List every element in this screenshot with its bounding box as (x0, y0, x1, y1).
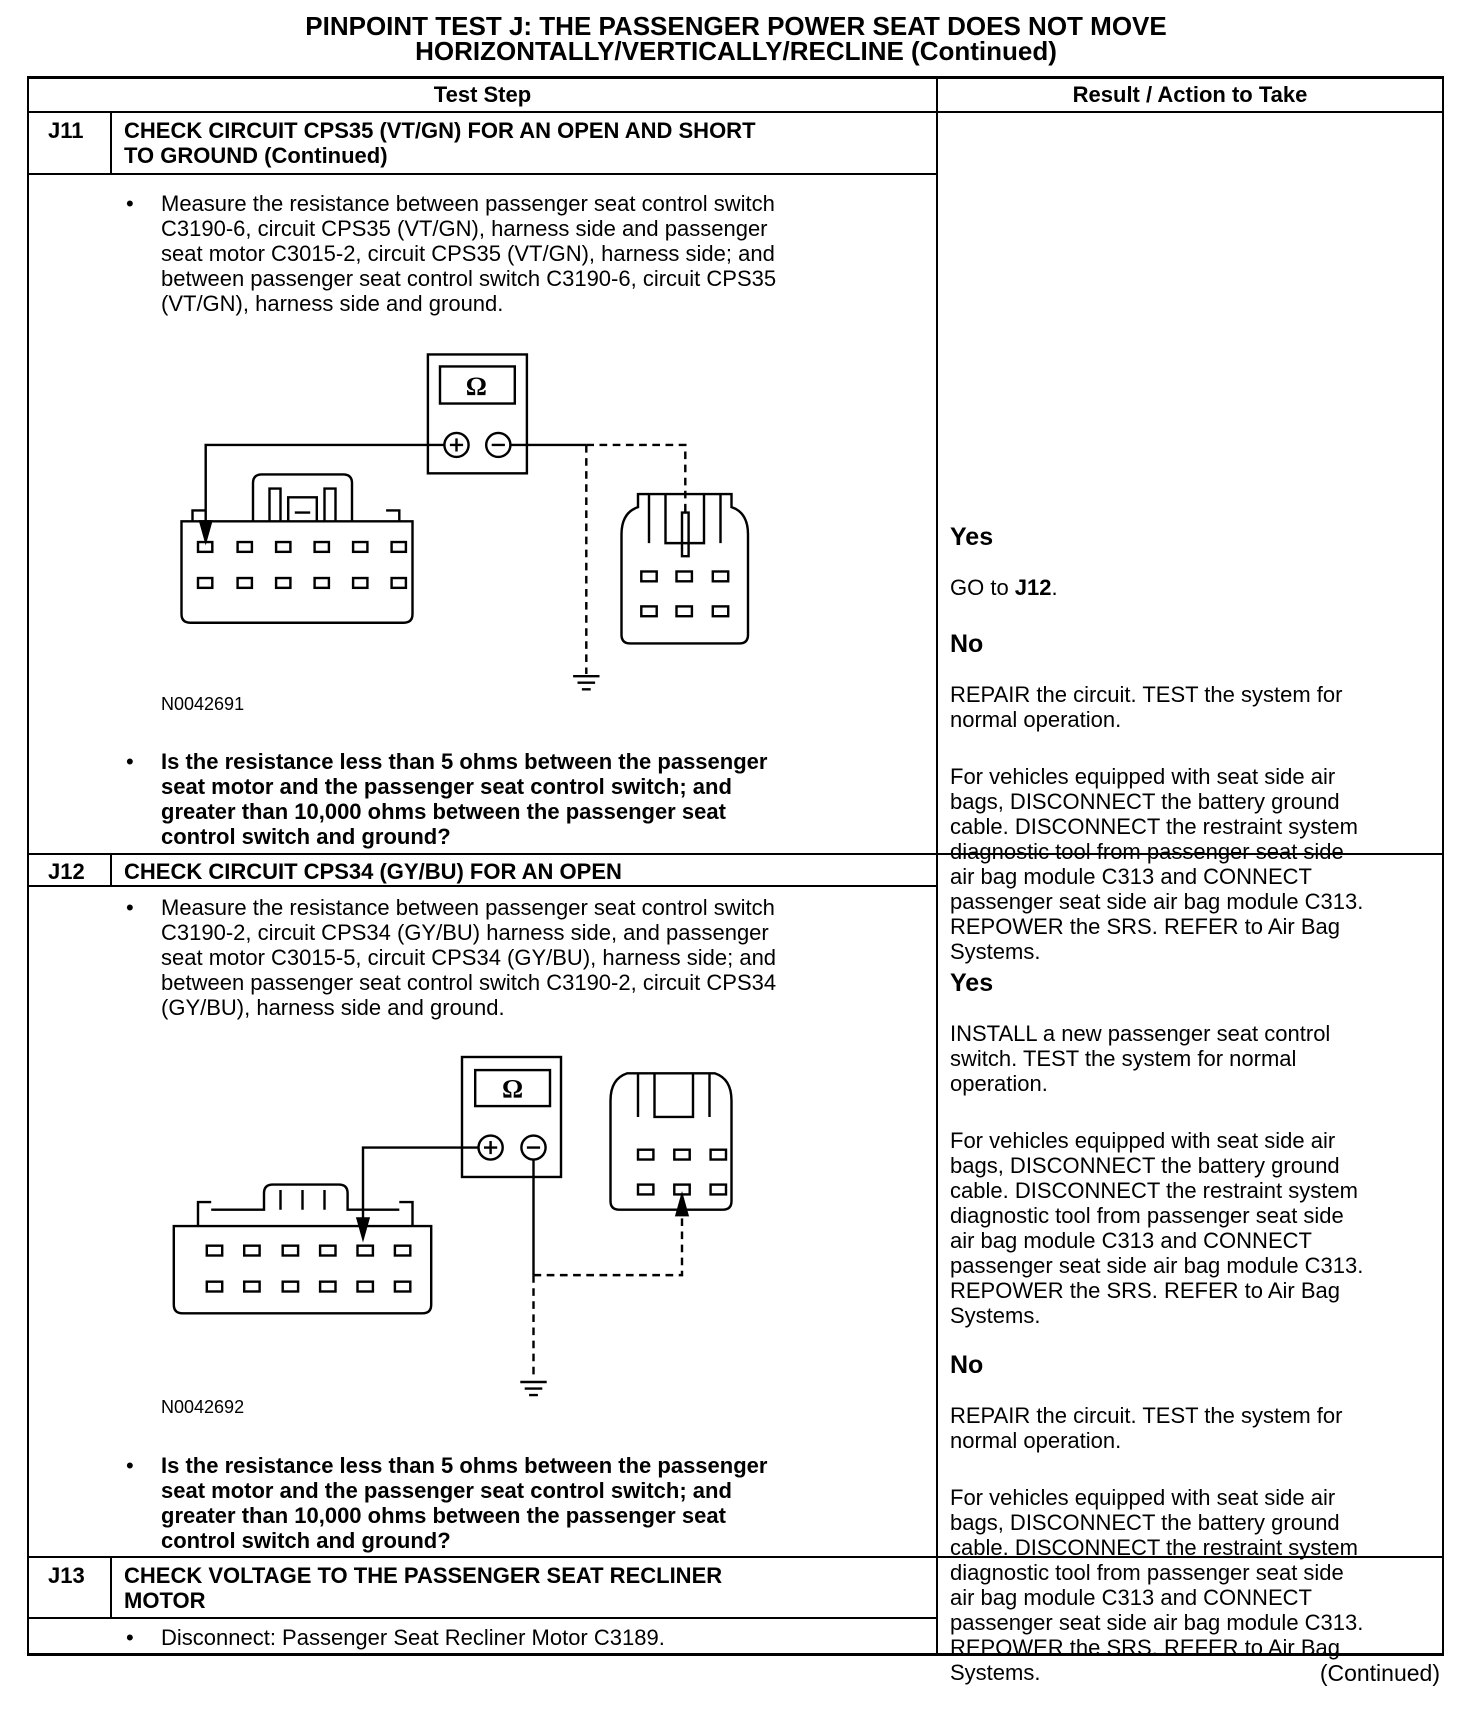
divider (27, 885, 937, 887)
srs-note: For vehicles equipped with seat side air bags, DISCONNECT the battery ground cable. DISCONNECT the restraint system diagnostic tool from passenger seat side air bag module C313 and CONNECT passenger seat side air bag module C313. REPOWER the SRS. REFER to Air Bag Systems. (950, 764, 1364, 964)
divider (27, 1617, 937, 1619)
wiring-diagram-j11 (165, 349, 715, 698)
step-instruction: Measure the resistance between passenger seat control switch C3190-6, circuit CPS35 (VT/GN), harness side and passenger seat motor C3015-2, circuit CPS35 (VT/GN), harness side; and between passenger seat control switch C3190-6, circuit CPS35 (VT/GN), harness side and ground. (161, 191, 777, 316)
step-question: Is the resistance less than 5 ohms between the passenger seat motor and the passenger seat control switch; and greater than 10,000 ohms between the passenger seat control switch and ground? (161, 1453, 768, 1553)
yes-text: GO to (950, 575, 1015, 600)
step-heading: CHECK CIRCUIT CPS34 (GY/BU) FOR AN OPEN (124, 859, 622, 884)
divider (27, 76, 1444, 79)
switch-connector-icon (182, 474, 413, 622)
bullet: • (126, 895, 134, 920)
continued-label: (Continued) (1319, 1660, 1440, 1686)
motor-connector-icon (611, 1073, 732, 1209)
divider (27, 76, 29, 1656)
figure-id: N0042692 (161, 1397, 245, 1417)
column-header-result: Result / Action to Take (1072, 82, 1308, 107)
connector-pins (198, 542, 406, 588)
step-id: J11 (48, 118, 84, 143)
step-id: J13 (48, 1563, 85, 1588)
srs-note: For vehicles equipped with seat side air bags, DISCONNECT the battery ground cable. DISCONNECT the restraint system diagnostic tool from passenger seat side air bag module C313 and CONNECT passenger seat side air bag module C313. REPOWER the SRS. REFER to Air Bag Systems. (950, 1485, 1364, 1685)
bullet: • (126, 1625, 134, 1650)
step-question: Is the resistance less than 5 ohms between the passenger seat motor and the passenger seat control switch; and greater than 10,000 ohms between the passenger seat control switch and ground? (161, 749, 768, 849)
ohm-symbol: Ω (465, 371, 487, 401)
wiring-diagram-j12 (165, 1057, 715, 1406)
step-instruction: Disconnect: Passenger Seat Recliner Motor C3189. (161, 1625, 665, 1650)
goto-link[interactable]: J12 (1014, 575, 1052, 600)
switch-connector-icon (174, 1185, 431, 1314)
ground-icon (520, 1382, 546, 1395)
step-instruction: Measure the resistance between passenger seat control switch C3190-2, circuit CPS34 (GY/BU) harness side, and passenger seat motor C3015-5, circuit CPS34 (GY/BU), harness side; and between passenger seat control switch C3190-2, circuit CPS34 (GY/BU), harness side and ground. (161, 895, 777, 1020)
connector-pins (207, 1246, 410, 1292)
result-j11 (950, 500, 1430, 989)
divider (27, 111, 1444, 113)
yes-text: INSTALL a new passenger seat control switch. TEST the system for normal operation. (950, 1021, 1331, 1096)
divider (27, 173, 937, 175)
yes-label: Yes (950, 969, 994, 997)
no-text: REPAIR the circuit. TEST the system for normal operation. (950, 682, 1343, 732)
bullet: • (126, 749, 134, 774)
step-heading: CHECK VOLTAGE TO THE PASSENGER SEAT RECLINER MOTOR (124, 1563, 723, 1613)
step-heading: CHECK CIRCUIT CPS35 (VT/GN) FOR AN OPEN AND SHORT TO GROUND (Continued) (124, 118, 756, 168)
ohm-symbol: Ω (502, 1074, 524, 1104)
page-title: PINPOINT TEST J: THE PASSENGER POWER SEAT DOES NOT MOVE HORIZONTALLY/VERTICALLY/RECLINE (Continued) (305, 11, 1167, 66)
bullet: • (126, 191, 134, 216)
divider (936, 76, 938, 1656)
step-id: J12 (48, 859, 85, 884)
yes-label: Yes (950, 523, 994, 551)
divider (1442, 76, 1444, 1656)
figure-id: N0042691 (161, 694, 245, 714)
divider (110, 853, 112, 886)
no-text: REPAIR the circuit. TEST the system for normal operation. (950, 1403, 1343, 1453)
srs-note: For vehicles equipped with seat side air bags, DISCONNECT the battery ground cable. DISCONNECT the restraint system diagnostic tool from passenger seat side air bag module C313 and CONNECT passenger seat side air bag module C313. REPOWER the SRS. REFER to Air Bag Systems. (950, 1128, 1364, 1328)
no-label: No (950, 1351, 984, 1379)
punctuation: . (1051, 575, 1058, 600)
connector-pins (641, 571, 728, 616)
ground-icon (573, 676, 599, 689)
divider (110, 111, 112, 174)
connector-pins (638, 1150, 726, 1195)
no-label: No (950, 630, 984, 658)
bullet: • (126, 1453, 134, 1478)
result-j12 (950, 946, 1430, 1710)
column-header-test-step: Test Step (433, 82, 532, 107)
divider (110, 1556, 112, 1618)
